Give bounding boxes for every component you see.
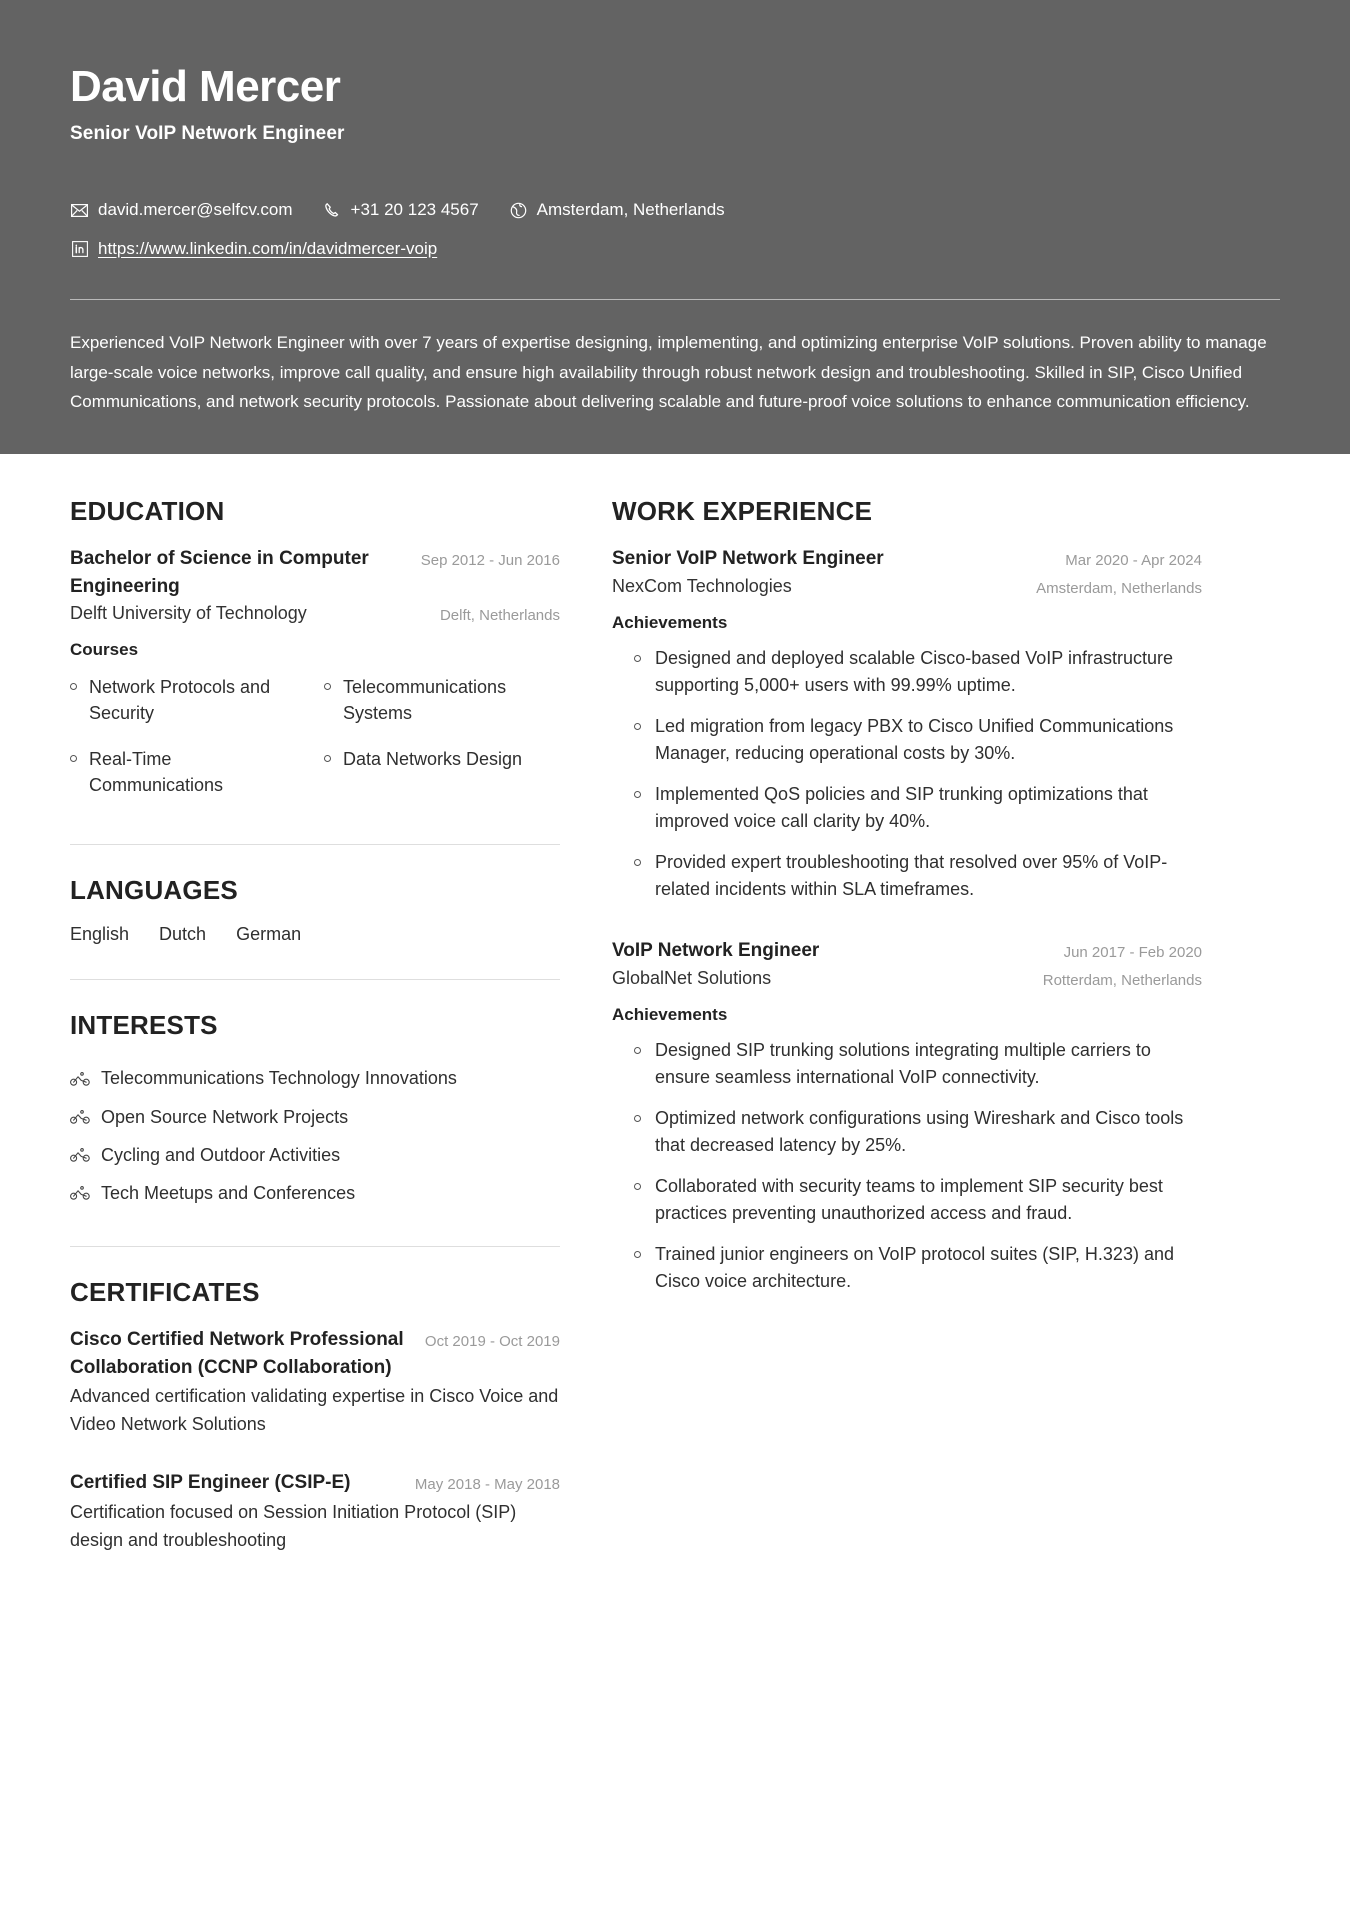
languages-list — [70, 924, 560, 945]
interest-item — [70, 1136, 560, 1174]
certificate-description: Advanced certification validating expertise in Cisco Voice and Video Network Solutions — [70, 1386, 559, 1435]
divider — [70, 844, 560, 845]
language-item: German — [236, 924, 302, 945]
section-education — [70, 496, 560, 810]
job-dates: Mar 2020 - Apr 2024 — [1065, 551, 1202, 569]
bicycle-icon — [70, 1109, 90, 1125]
job-subheader — [612, 573, 1202, 601]
contact-row — [70, 197, 1280, 223]
achievement-text: Designed and deployed scalable Cisco-based VoIP infrastructure supporting 5,000+ users with 99.99% uptime. — [655, 647, 1173, 695]
resume-header — [0, 0, 1350, 454]
education-dates: Sep 2012 - Jun 2016 — [420, 551, 560, 569]
achievement-item — [612, 639, 1202, 707]
courses-list — [70, 666, 560, 810]
job-role: VoIP Network Engineer — [612, 939, 820, 961]
location-icon — [509, 201, 528, 220]
achievement-text: Led migration from legacy PBX to Cisco Unified Communications Manager, reducing operational costs by 30%. — [655, 715, 1174, 763]
bicycle-icon — [70, 1147, 90, 1163]
languages-section-title: LANGUAGES — [70, 875, 238, 906]
job-company: GlobalNet Solutions — [612, 967, 772, 988]
job-location: Amsterdam, Netherlands — [1036, 579, 1202, 597]
job-entry — [612, 937, 1202, 1303]
left-column — [70, 496, 560, 1585]
interest-label: Open Source Network Projects — [101, 1106, 349, 1127]
contact-location — [509, 197, 725, 223]
language-item: Dutch — [159, 924, 207, 945]
achievement-text: Provided expert troubleshooting that resolved over 95% of VoIP-related incidents within SLA timeframes. — [655, 851, 1168, 899]
job-header — [612, 545, 1202, 573]
achievement-item — [612, 1031, 1202, 1099]
job-role: Senior VoIP Network Engineer — [612, 547, 884, 569]
contact-phone[interactable] — [323, 197, 479, 223]
achievement-text: Collaborated with security teams to implement SIP security best practices preventing unauthorized access and fraud. — [655, 1175, 1163, 1223]
certificate-dates: May 2018 - May 2018 — [414, 1475, 560, 1493]
achievements-label: Achievements — [612, 1004, 728, 1024]
linkedin-row — [70, 236, 1280, 262]
right-column — [612, 496, 1202, 1329]
contact-phone-text: +31 20 123 4567 — [350, 200, 479, 220]
course-item — [70, 738, 306, 810]
job-header — [612, 937, 1202, 965]
education-school: Delft University of Technology — [70, 603, 307, 624]
certificate-name: Certified SIP Engineer (CSIP-E) — [70, 1471, 351, 1493]
achievements-label: Achievements — [612, 612, 728, 632]
achievement-item — [612, 1235, 1202, 1303]
job-dates: Jun 2017 - Feb 2020 — [1063, 943, 1202, 961]
bicycle-icon — [70, 1185, 90, 1201]
bullet-icon — [634, 723, 641, 730]
education-location: Delft, Netherlands — [439, 607, 560, 625]
bullet-icon — [634, 1183, 641, 1190]
page-title: David Mercer — [70, 62, 341, 111]
course-item — [324, 666, 560, 738]
section-languages — [70, 875, 560, 945]
certificate-header — [70, 1326, 560, 1381]
phone-icon — [323, 201, 342, 220]
education-degree: Bachelor of Science in Computer Engineering — [70, 547, 369, 597]
bullet-icon — [634, 1115, 641, 1122]
bullet-icon — [324, 755, 331, 762]
language-item: English — [70, 924, 130, 945]
professional-summary: Experienced VoIP Network Engineer with over 7 years of expertise designing, implementing, and optimizing enterprise VoIP solutions. Proven ability to manage large-scale voice networks, improve call quality, and ensure high availability through robust network design and troubleshooting. Skilled in SIP, Cisco Unified Communications, and network security protocols. Passionate about delivering scalable and future-proof voice solutions to enhance communication efficiency. — [70, 333, 1267, 411]
section-certificates — [70, 1277, 560, 1555]
job-subheader — [612, 965, 1202, 993]
certificate-dates: Oct 2019 - Oct 2019 — [424, 1333, 560, 1351]
bullet-icon — [634, 791, 641, 798]
certificate-entry — [70, 1469, 560, 1555]
achievement-text: Designed SIP trunking solutions integrating multiple carriers to ensure seamless international VoIP connectivity. — [655, 1039, 1151, 1087]
linkedin-icon — [70, 239, 89, 258]
interest-item — [70, 1174, 560, 1212]
course-item — [324, 738, 560, 810]
certificate-description: Certification focused on Session Initiation Protocol (SIP) design and troubleshooting — [70, 1501, 517, 1550]
job-entry — [612, 545, 1202, 911]
courses-label: Courses — [70, 640, 139, 660]
achievement-item — [612, 707, 1202, 775]
achievement-item — [612, 1167, 1202, 1235]
section-interests — [70, 1010, 560, 1212]
header-divider — [70, 299, 1280, 300]
header-job-title: Senior VoIP Network Engineer — [70, 123, 345, 145]
education-entry-subheader — [70, 600, 560, 628]
bicycle-icon — [70, 1071, 90, 1087]
job-company: NexCom Technologies — [612, 575, 792, 596]
course-label: Network Protocols and Security — [89, 677, 271, 724]
contact-linkedin-text: https://www.linkedin.com/in/davidmercer-voip — [98, 238, 438, 258]
bullet-icon — [634, 1251, 641, 1258]
work-experience-section-title: WORK EXPERIENCE — [612, 495, 873, 526]
interest-label: Telecommunications Technology Innovations — [101, 1068, 457, 1089]
education-section-title: EDUCATION — [70, 495, 225, 526]
achievements-list — [612, 639, 1202, 911]
job-location: Rotterdam, Netherlands — [1042, 971, 1202, 989]
bullet-icon — [324, 683, 331, 690]
resume-body — [0, 454, 1350, 1665]
bullet-icon — [634, 859, 641, 866]
achievement-item — [612, 843, 1202, 911]
course-label: Data Networks Design — [343, 749, 523, 770]
course-label: Telecommunications Systems — [343, 677, 507, 724]
certificate-name: Cisco Certified Network Professional Collaboration (CCNP Collaboration) — [70, 1329, 404, 1378]
contact-location-text: Amsterdam, Netherlands — [536, 200, 725, 220]
divider — [70, 1246, 560, 1247]
achievement-text: Optimized network configurations using Wireshark and Cisco tools that decreased latency by 25%. — [655, 1107, 1184, 1155]
interest-item — [70, 1059, 560, 1097]
course-item — [70, 666, 306, 738]
interest-label: Tech Meetups and Conferences — [101, 1182, 356, 1203]
education-entry — [70, 545, 560, 810]
contact-email-text: david.mercer@selfcv.com — [98, 200, 293, 220]
email-icon — [70, 201, 89, 220]
bullet-icon — [634, 655, 641, 662]
achievements-list — [612, 1031, 1202, 1303]
achievement-item — [612, 775, 1202, 843]
education-entry-header — [70, 545, 560, 600]
course-label: Real-Time Communications — [89, 749, 224, 796]
certificates-section-title: CERTIFICATES — [70, 1277, 260, 1308]
achievement-item — [612, 1099, 1202, 1167]
interest-label: Cycling and Outdoor Activities — [101, 1144, 341, 1165]
divider — [70, 979, 560, 980]
certificate-entry — [70, 1326, 560, 1439]
bullet-icon — [634, 1047, 641, 1054]
interest-item — [70, 1098, 560, 1136]
section-work-experience — [612, 496, 1202, 1303]
bullet-icon — [70, 755, 77, 762]
certificate-header — [70, 1469, 560, 1497]
bullet-icon — [70, 683, 77, 690]
contact-email[interactable] — [70, 197, 293, 223]
achievement-text: Implemented QoS policies and SIP trunking optimizations that improved voice call clarity by 40%. — [655, 783, 1148, 831]
achievement-text: Trained junior engineers on VoIP protocol suites (SIP, H.323) and Cisco voice architecture. — [655, 1243, 1174, 1291]
interests-section-title: INTERESTS — [70, 1010, 218, 1041]
contact-linkedin[interactable] — [70, 236, 437, 262]
